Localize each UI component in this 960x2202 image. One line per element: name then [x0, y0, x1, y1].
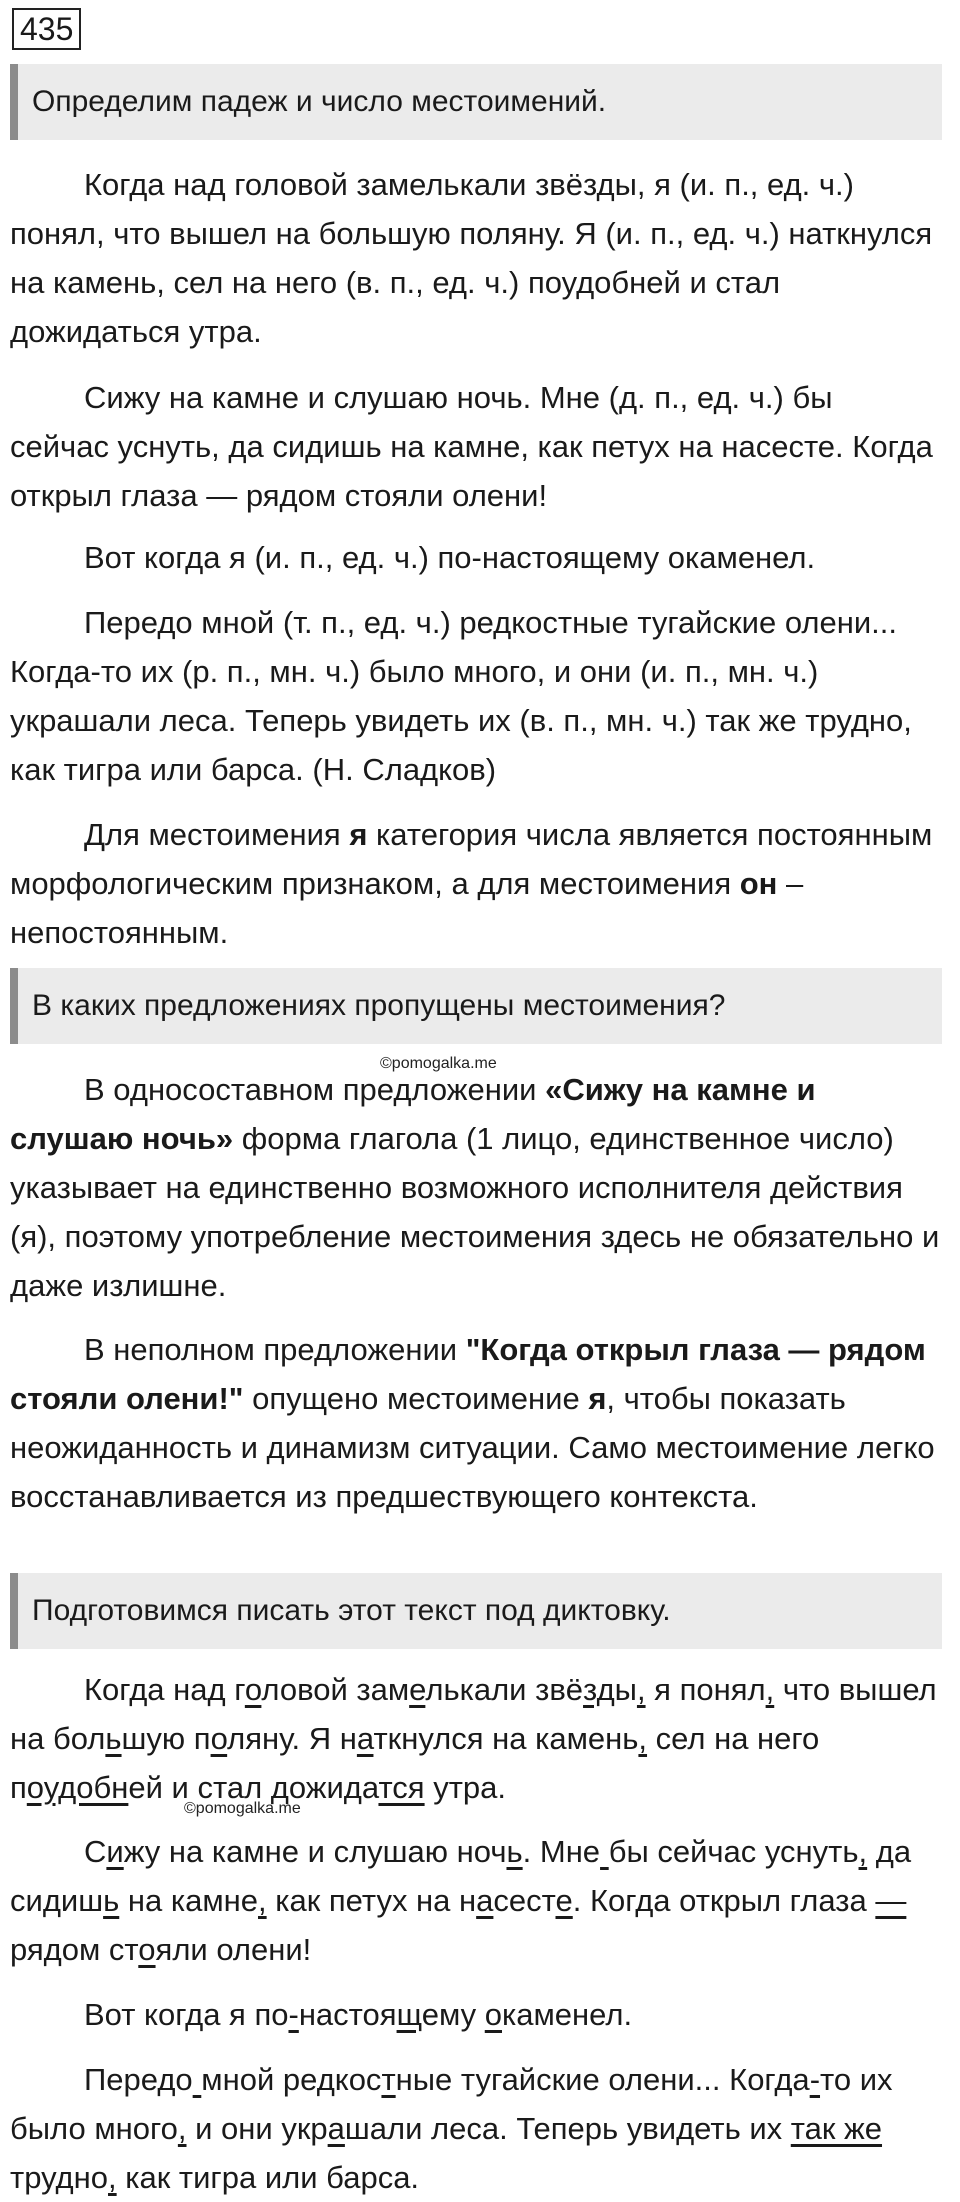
dictation-paragraph-3: Вот когда я по-настоящему окаменел.: [84, 1997, 633, 2032]
paragraph-2: Сижу на камне и слушаю ночь. Мне (д. п., ед. ч.) бы сейчас уснуть, да сидишь на камне, как петух на насесте. Когда открыл глаза — рядом стояли олени!: [10, 380, 933, 513]
quoted-sentence-2: "Когда открыл глаза — рядом стояли олени!": [10, 1332, 926, 1416]
watermark: ©pomogalka.me: [380, 1055, 497, 1072]
explanation-paragraph-2: В неполном предложении "Когда открыл глаза — рядом стояли олени!" опущено местоимение я, чтобы показать неожиданность и динамизм ситуации. Само местоимение легко восстанавливается из предшествующего контекста.: [10, 1332, 935, 1514]
dictation-paragraph-4: Передо мной редкостные тугайские олени... Когда-то их было много, и они украшали леса. Теперь увидеть их так же трудно, как тигра или барса.: [10, 2062, 893, 2195]
quoted-sentence-1: «Сижу на камне и слушаю ночь»: [10, 1072, 816, 1156]
section-header-case-number: Определим падеж и число местоимений.: [10, 64, 942, 140]
paragraph-3: Вот когда я (и. п., ед. ч.) по-настоящему окаменел.: [84, 540, 816, 575]
pronoun-on: он: [739, 866, 778, 901]
dictation-paragraph-1: Когда над головой замелькали звёзды, я понял, что вышел на большую поляну. Я наткнулся на камень, сел на него поудобней и стал дожидатся утра.: [10, 1672, 937, 1805]
paragraph-1: Когда над головой замелькали звёзды, я (и. п., ед. ч.) понял, что вышел на большую поляну. Я (и. п., ед. ч.) наткнулся на камень, сел на него (в. п., ед. ч.) поудобней и стал дожидаться утра.: [10, 167, 933, 349]
pronoun-ya-2: я: [588, 1381, 607, 1416]
watermark-2: ©pomogalka.me: [184, 1800, 301, 1817]
dictation-paragraph-2: Сижу на камне и слушаю ночь. Мне бы сейчас уснуть, да сидишь на камне, как петух на насесте. Когда открыл глаза — рядом стояли олени!: [10, 1834, 912, 1967]
pronoun-number-note: Для местоимения я категория числа является постоянным морфологическим признаком, а для местоимения он – непостоянным.: [10, 817, 933, 950]
paragraph-4: Передо мной (т. п., ед. ч.) редкостные тугайские олени... Когда-то их (р. п., мн. ч.) было много, и они (и. п., мн. ч.) украшали леса. Теперь увидеть их (в. п., мн. ч.) так же трудно, как тигра или барса. (Н. Сладков): [10, 605, 912, 787]
explanation-paragraph-1: В односоставном предложении «Сижу на камне и слушаю ночь» форма глагола (1 лицо, единственное число) указывает на единственно возможного исполнителя действия (я), поэтому употребление местоимения здесь не обязательно и даже излишне.: [10, 1072, 940, 1303]
pronoun-ya: я: [349, 817, 368, 852]
section-header-dictation: Подготовимся писать этот текст под диктовку.: [10, 1573, 942, 1649]
section-header-missing-pronouns: В каких предложениях пропущены местоимения?: [10, 968, 942, 1044]
task-number: 435: [12, 8, 81, 50]
